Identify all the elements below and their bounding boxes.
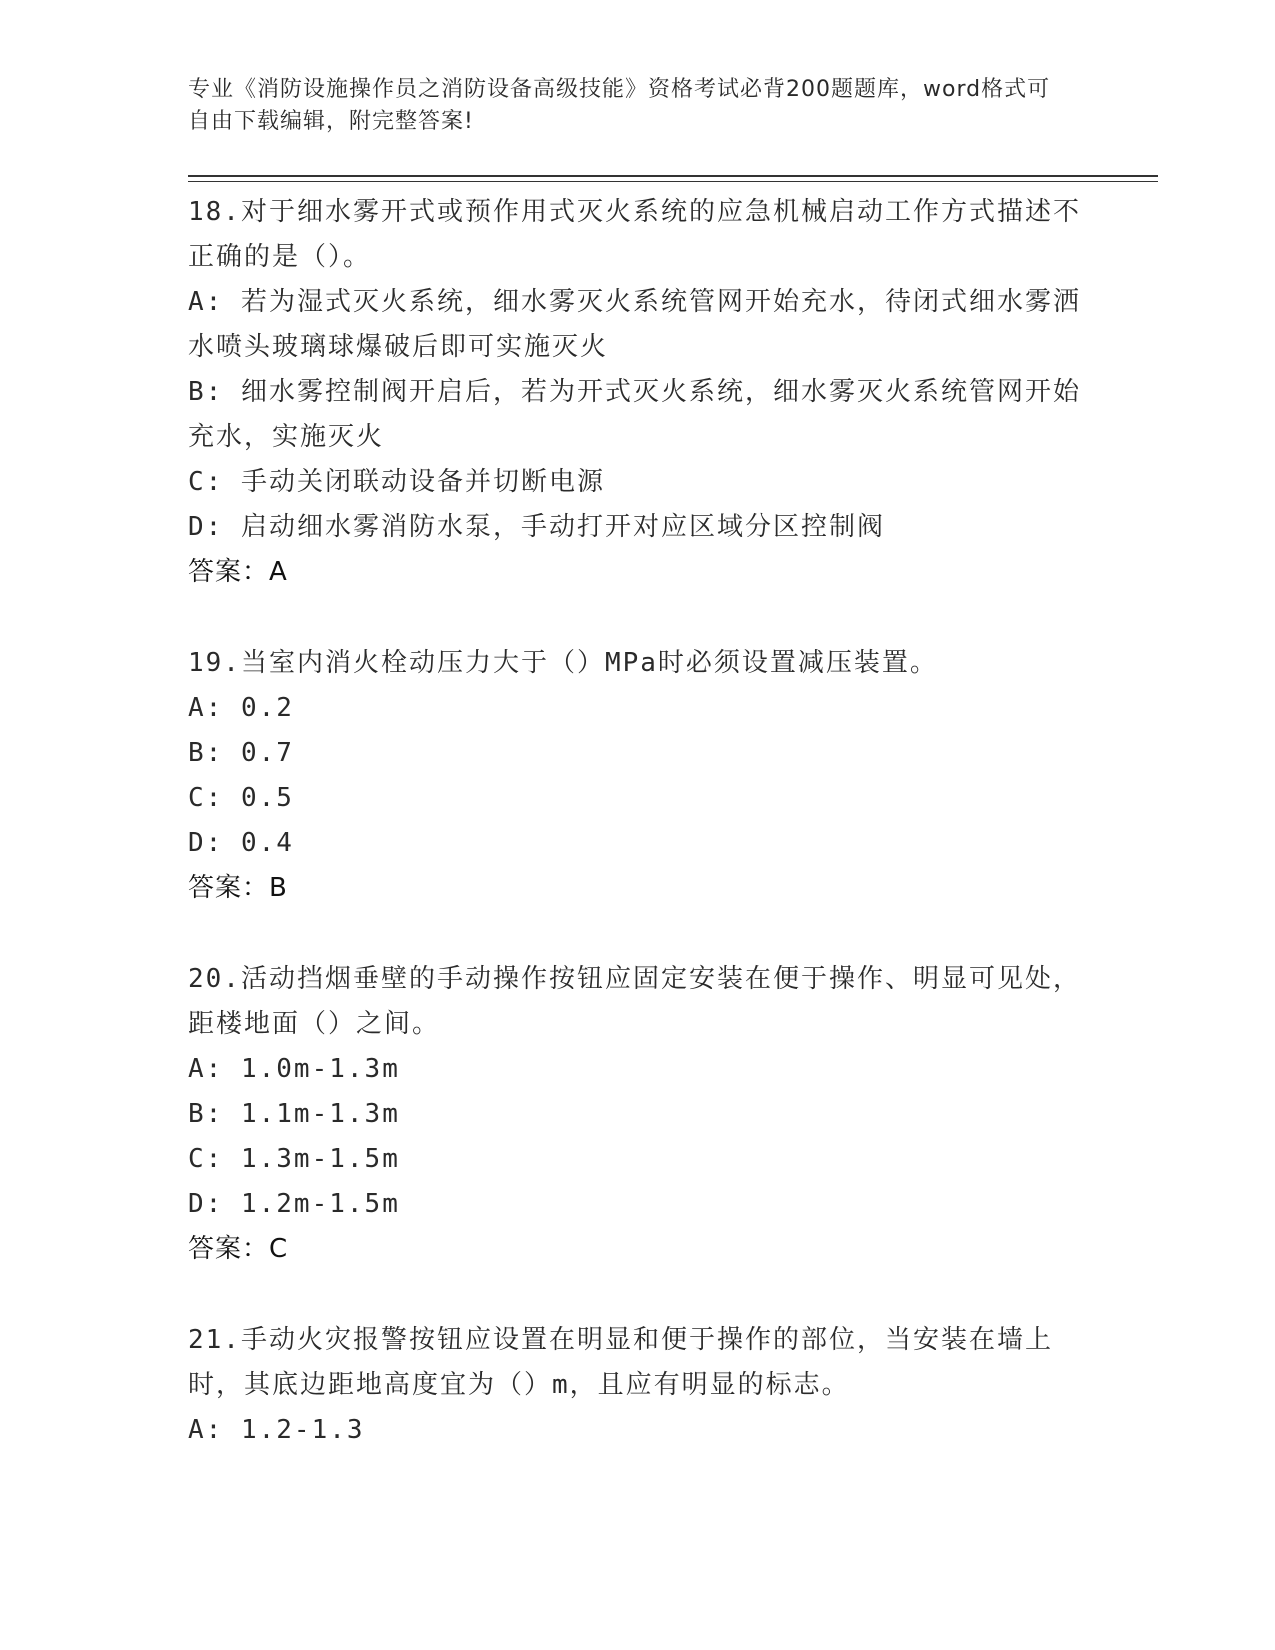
option-text: 1.3m-1.5m: [240, 1144, 400, 1174]
option-key: D:: [188, 512, 224, 542]
option-a: [188, 686, 1088, 731]
option-c: [188, 1137, 1088, 1182]
option-d: [188, 505, 1088, 550]
option-b: [188, 370, 1088, 460]
option-text: 0.4: [240, 828, 294, 858]
option-text: 若为湿式灭火系统，细水雾灭火系统管网开始充水，待闭式细水雾洒水喷头玻璃球爆破后即可实施灭火: [188, 287, 1081, 362]
header-rule-thin: [188, 181, 1158, 182]
option-b: [188, 731, 1088, 776]
option-text: 1.2-1.3: [240, 1415, 365, 1445]
header-rule-thick: [188, 175, 1158, 177]
option-key: A:: [188, 693, 224, 723]
option-a: [188, 1047, 1088, 1092]
option-key: D:: [188, 828, 224, 858]
question-stem: 21.手动火灾报警按钮应设置在明显和便于操作的部位，当安装在墙上时，其底边距地高度宜为（）m，且应有明显的标志。: [188, 1325, 1053, 1400]
option-key: B:: [188, 1099, 224, 1129]
option-text: 细水雾控制阀开启后，若为开式灭火系统，细水雾灭火系统管网开始充水，实施灭火: [188, 377, 1081, 452]
option-a: [188, 1408, 1088, 1453]
document-header: 专业《消防设施操作员之消防设备高级技能》资格考试必背200题题库，word格式可自由下载编辑，附完整答案!: [188, 77, 1051, 134]
option-key: A:: [188, 1054, 224, 1084]
option-text: 0.5: [240, 783, 294, 813]
question-20: [188, 957, 1088, 1272]
option-b: [188, 1092, 1088, 1137]
option-c: [188, 776, 1088, 821]
option-d: [188, 821, 1088, 866]
question-21: [188, 1318, 1088, 1453]
option-text: 0.2: [240, 693, 294, 723]
question-19: [188, 641, 1088, 911]
option-key: C:: [188, 1144, 224, 1174]
option-c: [188, 460, 1088, 505]
answer: 答案：C: [188, 1234, 289, 1264]
question-stem: 20.活动挡烟垂壁的手动操作按钮应固定安装在便于操作、明显可见处，距楼地面（）之间。: [188, 964, 1081, 1039]
option-text: 1.2m-1.5m: [240, 1189, 400, 1219]
option-text: 0.7: [240, 738, 294, 768]
option-text: 启动细水雾消防水泵，手动打开对应区域分区控制阀: [240, 512, 885, 542]
option-text: 手动关闭联动设备并切断电源: [240, 467, 605, 497]
answer: 答案：B: [188, 873, 288, 903]
option-a: [188, 280, 1088, 370]
option-d: [188, 1182, 1088, 1227]
option-key: B:: [188, 377, 224, 407]
option-key: D:: [188, 1189, 224, 1219]
question-list: [188, 190, 1088, 1499]
option-key: B:: [188, 738, 224, 768]
option-key: A:: [188, 287, 224, 317]
question-stem: 18.对于细水雾开式或预作用式灭火系统的应急机械启动工作方式描述不正确的是（）。: [188, 197, 1081, 272]
option-key: C:: [188, 783, 224, 813]
question-stem: 19.当室内消火栓动压力大于（）MPa时必须设置减压装置。: [188, 648, 938, 678]
answer: 答案：A: [188, 557, 288, 587]
option-text: 1.1m-1.3m: [240, 1099, 400, 1129]
question-18: [188, 190, 1088, 595]
option-key: A:: [188, 1415, 224, 1445]
option-text: 1.0m-1.3m: [240, 1054, 400, 1084]
option-key: C:: [188, 467, 224, 497]
